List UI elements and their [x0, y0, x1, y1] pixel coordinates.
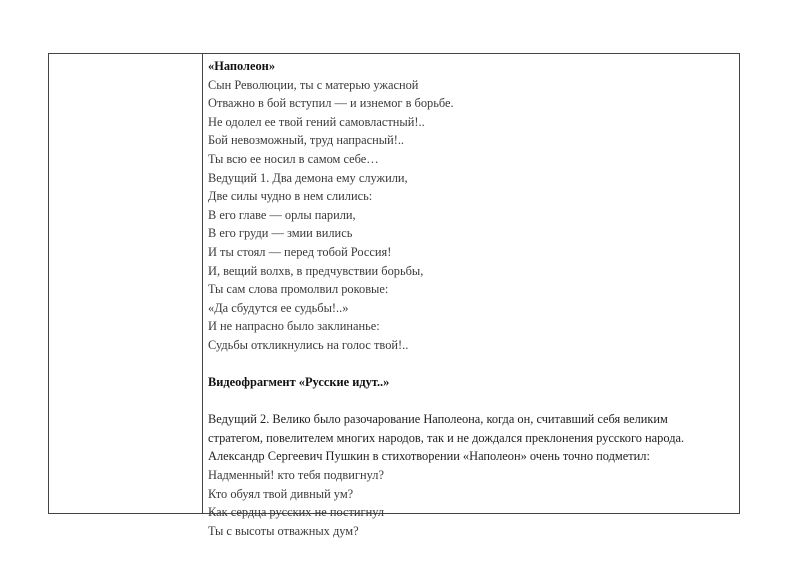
spacer [208, 355, 739, 374]
poem-line: Бой невозможный, труд напрасный!.. [208, 133, 405, 148]
poem-line: И ты стоял — перед тобой Россия! [208, 244, 392, 259]
poem-title: «Наполеон» [208, 59, 276, 73]
poem-line: Кто обуял твой дивный ум? [208, 486, 354, 501]
poem-line: Отважно в бой вступил — и изнемог в борьбе. [208, 96, 454, 111]
poem-line: Ты с высоты отважных дум? [208, 523, 359, 538]
poem-line: В его груди — змии вились [208, 226, 353, 241]
poem-line: Сын Революции, ты с матерью ужасной [208, 77, 419, 92]
poem-2 [208, 466, 739, 540]
poem-line: Ты сам слова промолвил роковые: [208, 282, 389, 297]
table-right-column [203, 54, 739, 538]
document-table [48, 53, 740, 538]
poem-line: Надменный! кто тебя подвигнул? [208, 468, 384, 483]
narration-line: Ведущий 2. Велико было разочарование Наполеона, когда он, считавший себя великим [208, 412, 668, 427]
poem-line: Две силы чудно в нем слились: [208, 189, 373, 204]
narration-line: Александр Сергеевич Пушкин в стихотворении «Наполеон» очень точно подметил: [208, 449, 650, 464]
video-heading: Видеофрагмент «Русские идут..» [208, 375, 390, 390]
poem-line: Не одолел ее твой гений самовластный!.. [208, 114, 425, 129]
poem-line: Ведущий 1. Два демона ему служили, [208, 170, 408, 185]
poem-1 [208, 76, 739, 355]
table-left-column [49, 54, 203, 513]
poem-line: «Да сбудутся ее судьбы!..» [208, 300, 349, 315]
poem-line: И не напрасно было заклинанье: [208, 319, 380, 334]
poem-line: Судьбы откликнулись на голос твой!.. [208, 337, 409, 352]
poem-line: Ты всю ее носил в самом себе… [208, 151, 379, 166]
narration-line: стратегом, повелителем многих народов, так и не дождался преклонения русского народа. [208, 430, 685, 445]
poem-line: В его главе — орлы парили, [208, 207, 356, 222]
poem-line: Как сердца русских не постигнул [208, 505, 385, 520]
spacer [208, 392, 739, 411]
narration [208, 410, 739, 466]
poem-line: И, вещий волхв, в предчувствии борьбы, [208, 263, 424, 278]
